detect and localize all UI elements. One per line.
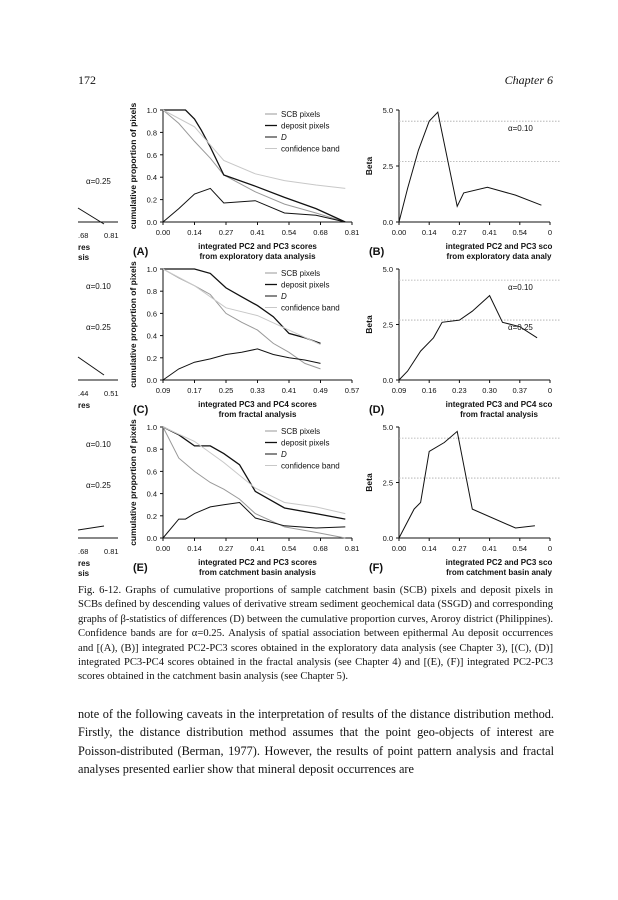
y-axis-title: cumulative proportion of pixels bbox=[128, 102, 138, 230]
left-strip-alpha-025: α=0.25 bbox=[86, 323, 111, 332]
x-axis-title: integrated PC2 and PC3 scores bbox=[198, 242, 317, 251]
x-axis-title: integrated PC3 and PC4 scores bbox=[198, 400, 317, 409]
y-tick-label: 0.0 bbox=[146, 218, 157, 227]
x-tick-label: 0.33 bbox=[250, 386, 265, 395]
left-strip-panel-3 bbox=[78, 440, 119, 578]
x-tick-label: 0.54 bbox=[512, 544, 528, 553]
series-line-beta bbox=[399, 431, 535, 538]
x-axis-title: from exploratory data analysis bbox=[199, 252, 316, 261]
panel-letter: (D) bbox=[369, 404, 385, 416]
x-tick-label: 0.17 bbox=[187, 386, 202, 395]
legend-label: SCB pixels bbox=[281, 269, 321, 278]
x-tick-label: 0.41 bbox=[281, 386, 297, 395]
x-tick-label: 0 bbox=[547, 228, 553, 237]
chart-panel-D bbox=[364, 265, 560, 419]
left-strip-panel-1 bbox=[78, 177, 119, 262]
y-tick-label: 2.5 bbox=[382, 478, 393, 488]
y-tick-label: 1.0 bbox=[146, 423, 157, 432]
y-tick-label: 0.0 bbox=[382, 534, 393, 543]
legend-label: D bbox=[281, 292, 287, 301]
x-tick-label: 0.00 bbox=[391, 544, 407, 553]
x-tick-label: 0.27 bbox=[218, 544, 234, 553]
y-tick-label: 0.8 bbox=[146, 287, 157, 297]
left-strip-label: res bbox=[78, 401, 91, 410]
x-tick-label: 0.00 bbox=[155, 228, 171, 237]
panel-letter: (B) bbox=[369, 246, 385, 258]
y-tick-label: 2.5 bbox=[382, 162, 393, 171]
x-axis-title: from fractal analysis bbox=[460, 410, 538, 419]
y-tick-label: 0.8 bbox=[146, 445, 157, 455]
y-tick-label: 5.0 bbox=[382, 423, 393, 432]
y-tick-label: 0.0 bbox=[382, 376, 393, 385]
x-tick-label: 0.41 bbox=[250, 228, 265, 237]
figure-6-12 bbox=[0, 100, 618, 580]
x-axis-title: integrated PC2 and PC3 scores bbox=[198, 558, 317, 567]
left-strip-tick: 0.81 bbox=[104, 547, 119, 556]
y-tick-label: 0.6 bbox=[146, 150, 157, 160]
y-tick-label: 0.0 bbox=[382, 218, 393, 227]
legend-label: SCB pixels bbox=[281, 427, 321, 436]
x-tick-label: 0.14 bbox=[187, 228, 202, 237]
left-strip-label: res bbox=[78, 559, 91, 568]
figure-caption: Fig. 6-12. Graphs of cumulative proportions of sample catchment basin (SCB) pixels and deposit pixels in SCBs defined by descending values of derivative stream sediment geochemical data (SSGD) and corresponding graphs of β-statistics of differences (D) between the cumulative proportion curves, Aroroy district (Philippines). Confidence bands are for α=0.25. Analysis of spatial association between epithermal Au deposit occurrences and [(A), (B)] integrated PC2-PC3 scores obtained in the exploratory data analysis (see Chapter 3), [(C), (D)] integrated PC3-PC4 scores obtained in the fractal analysis (see Chapter 4) and [(E), (F)] integrated PC2-PC3 scores obtained in the catchment basin analysis (see Chapter 5). bbox=[78, 585, 553, 683]
x-tick-label: 0.37 bbox=[512, 386, 528, 395]
legend-label: deposit pixels bbox=[281, 280, 330, 290]
left-strip-alpha-025: α=0.25 bbox=[86, 177, 111, 186]
left-strip-tick: .68 bbox=[78, 231, 89, 240]
left-strip-panel-2 bbox=[78, 282, 119, 410]
x-tick-label: 0.09 bbox=[155, 386, 171, 395]
y-tick-label: 0.2 bbox=[146, 195, 157, 205]
x-axis-title: from exploratory data analy bbox=[446, 252, 552, 261]
x-tick-label: 0.57 bbox=[344, 386, 360, 395]
reference-line-label: α=0.25 bbox=[508, 323, 533, 333]
x-tick-label: 0.30 bbox=[482, 386, 497, 395]
x-tick-label: 0.00 bbox=[391, 228, 407, 237]
y-tick-label: 5.0 bbox=[382, 106, 393, 115]
x-axis-title: integrated PC2 and PC3 sco bbox=[445, 558, 553, 567]
y-tick-label: 1.0 bbox=[146, 106, 157, 115]
x-tick-label: 0.14 bbox=[187, 544, 202, 553]
x-tick-label: 0.16 bbox=[421, 386, 437, 395]
y-tick-label: 0.0 bbox=[146, 534, 157, 543]
x-tick-label: 0.54 bbox=[281, 228, 297, 237]
beta-axis-title: Beta bbox=[364, 315, 374, 334]
left-strip-alpha-025: α=0.25 bbox=[86, 481, 111, 490]
x-tick-label: 0.14 bbox=[421, 544, 437, 553]
page-number: 172 bbox=[78, 73, 96, 87]
x-tick-label: 0.23 bbox=[452, 386, 467, 395]
x-tick-label: 0.81 bbox=[344, 544, 360, 553]
y-tick-label: 0.4 bbox=[146, 173, 157, 183]
chart-panel-F bbox=[364, 423, 560, 577]
y-tick-label: 5.0 bbox=[382, 265, 393, 274]
x-axis-title: from catchment basin analy bbox=[446, 568, 552, 577]
x-axis-title: from fractal analysis bbox=[218, 410, 297, 419]
legend-label: D bbox=[281, 133, 287, 142]
y-tick-label: 0.2 bbox=[146, 353, 157, 363]
x-tick-label: 0.09 bbox=[391, 386, 407, 395]
y-axis-title: cumulative proportion of pixels bbox=[128, 419, 138, 546]
x-tick-label: 0.54 bbox=[512, 228, 528, 237]
x-tick-label: 0.14 bbox=[421, 228, 437, 237]
x-tick-label: 0.27 bbox=[452, 544, 467, 553]
panel-letter: (A) bbox=[133, 246, 149, 258]
reference-line-label: α=0.10 bbox=[508, 283, 533, 293]
y-tick-label: 0.8 bbox=[146, 128, 157, 138]
left-strip-label: res bbox=[78, 243, 91, 252]
left-strip-alpha-010: α=0.10 bbox=[86, 440, 111, 449]
left-strip-label: sis bbox=[78, 253, 90, 262]
y-tick-label: 0.2 bbox=[146, 511, 157, 521]
left-strip-tick: .68 bbox=[78, 547, 89, 556]
series-line-d bbox=[163, 188, 345, 222]
y-axis-title: cumulative proportion of pixels bbox=[128, 261, 138, 388]
legend-label: deposit pixels bbox=[281, 438, 330, 448]
series-line-d bbox=[163, 349, 321, 380]
panel-letter: (F) bbox=[369, 562, 384, 574]
legend-label: SCB pixels bbox=[281, 110, 321, 119]
left-strip-curve bbox=[78, 357, 104, 375]
left-strip-tick: 0.81 bbox=[104, 231, 119, 240]
legend-label: deposit pixels bbox=[281, 121, 330, 131]
panel-letter: (C) bbox=[133, 404, 149, 416]
panel-letter: (E) bbox=[133, 562, 148, 574]
legend-label: confidence band bbox=[281, 303, 340, 313]
reference-line-label: α=0.10 bbox=[508, 124, 533, 134]
left-strip-tick: 0.51 bbox=[104, 389, 119, 398]
y-tick-label: 2.5 bbox=[382, 320, 393, 330]
x-tick-label: 0.68 bbox=[313, 544, 328, 553]
beta-axis-title: Beta bbox=[364, 156, 374, 176]
x-tick-label: 0.27 bbox=[218, 228, 234, 237]
x-tick-label: 0.00 bbox=[155, 544, 171, 553]
left-strip-tick: .44 bbox=[78, 389, 89, 398]
x-tick-label: 0.41 bbox=[482, 544, 497, 553]
x-tick-label: 0.54 bbox=[281, 544, 297, 553]
chart-panel-E bbox=[128, 419, 359, 577]
x-tick-label: 0.41 bbox=[482, 228, 497, 237]
x-axis-title: from catchment basin analysis bbox=[199, 568, 316, 577]
chart-panel-B bbox=[364, 106, 560, 261]
x-tick-label: 0 bbox=[547, 544, 553, 553]
chart-panel-C bbox=[128, 261, 359, 419]
left-strip-alpha-010: α=0.10 bbox=[86, 282, 111, 291]
x-tick-label: 0.81 bbox=[344, 228, 360, 237]
left-strip-label: sis bbox=[78, 569, 90, 578]
x-tick-label: 0.27 bbox=[452, 228, 467, 237]
left-strip-curve bbox=[78, 526, 104, 530]
y-tick-label: 0.4 bbox=[146, 489, 157, 499]
x-tick-label: 0.68 bbox=[313, 228, 328, 237]
legend-label: confidence band bbox=[281, 144, 340, 154]
x-tick-label: 0.49 bbox=[313, 386, 328, 395]
y-tick-label: 0.6 bbox=[146, 309, 157, 319]
legend-label: confidence band bbox=[281, 461, 340, 471]
x-tick-label: 0.41 bbox=[250, 544, 265, 553]
chart-panel-A bbox=[128, 102, 359, 261]
x-tick-label: 0.25 bbox=[218, 386, 234, 395]
y-tick-label: 0.6 bbox=[146, 467, 157, 477]
x-tick-label: 0 bbox=[547, 386, 553, 395]
y-tick-label: 1.0 bbox=[146, 265, 157, 274]
body-paragraph: note of the following caveats in the interpretation of results of the distance distribution method. Firstly, the distance distribution method assumes that the point geo-objects of interest are Poisson-distributed (Berman, 1977). However, the results of point pattern analysis and fractal analyses presented earlier show that mineral deposit occurrences are bbox=[78, 707, 554, 776]
beta-axis-title: Beta bbox=[364, 473, 374, 492]
x-axis-title: integrated PC2 and PC3 sco bbox=[445, 242, 553, 251]
y-tick-label: 0.0 bbox=[146, 376, 157, 385]
chapter-title: Chapter 6 bbox=[504, 73, 553, 87]
legend-label: D bbox=[281, 450, 287, 459]
x-axis-title: integrated PC3 and PC4 sco bbox=[445, 400, 553, 409]
series-line-beta bbox=[399, 296, 537, 380]
y-tick-label: 0.4 bbox=[146, 331, 157, 341]
